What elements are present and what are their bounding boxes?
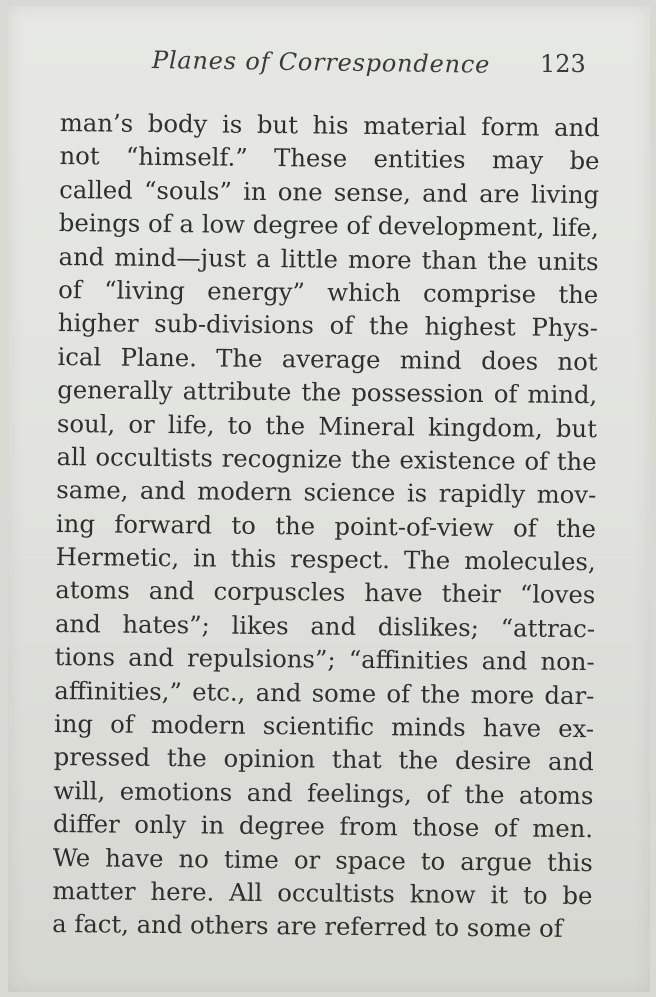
text-line: pressed the opinion that the desire and	[53, 742, 594, 777]
text-line: affinities,” etc., and some of the more dar-	[54, 675, 595, 710]
text-line: and mind—just a little more than the units	[58, 241, 599, 276]
text-line: Hermetic, in this respect. The molecules,	[55, 542, 596, 577]
text-line: ical Plane. The average mind does not	[57, 341, 598, 376]
text-line: ing of modern scientific minds have ex-	[53, 709, 595, 744]
text-line: same, and modern science is rapidly mov-	[56, 475, 597, 510]
book-page	[8, 6, 650, 992]
text-line: of “living energy” which comprise the	[58, 274, 599, 310]
text-line: soul, or life, to the Mineral kingdom, but	[56, 408, 598, 443]
text-line: generally attribute the possession of mind,	[57, 375, 598, 410]
text-line: differ only in degree from those of men.	[52, 809, 594, 844]
running-title: Planes of Correspondence	[151, 46, 491, 79]
text-line: will, emotions and feelings, of the atoms	[53, 775, 594, 810]
text-line: called “souls” in one sense, and are living	[59, 174, 600, 209]
text-line: tions and repulsions”; “affinities and non-	[54, 642, 595, 677]
text-line: ing forward to the point-of-view of the	[55, 508, 597, 543]
text-line: man’s body is but his material form and	[59, 107, 600, 143]
body-text	[52, 106, 600, 946]
page-number: 123	[540, 50, 586, 78]
text-line: and hates”; likes and dislikes; “attrac-	[54, 608, 596, 644]
text-line: not “himself.” These entities may be	[59, 141, 600, 176]
text-line: We have no time or space to argue this	[52, 842, 593, 877]
text-line: all occultists recognize the existence of the	[56, 441, 597, 477]
text-line: higher sub-divisions of the highest Phys-	[57, 308, 599, 343]
text-line: a fact, and others are referred to some of	[52, 909, 563, 944]
page-header	[8, 46, 650, 79]
text-line: atoms and corpuscles have their “loves	[55, 575, 596, 610]
text-line: matter here. All occultists know it to be	[52, 875, 593, 911]
text-line: beings of a low degree of development, life,	[58, 208, 599, 243]
